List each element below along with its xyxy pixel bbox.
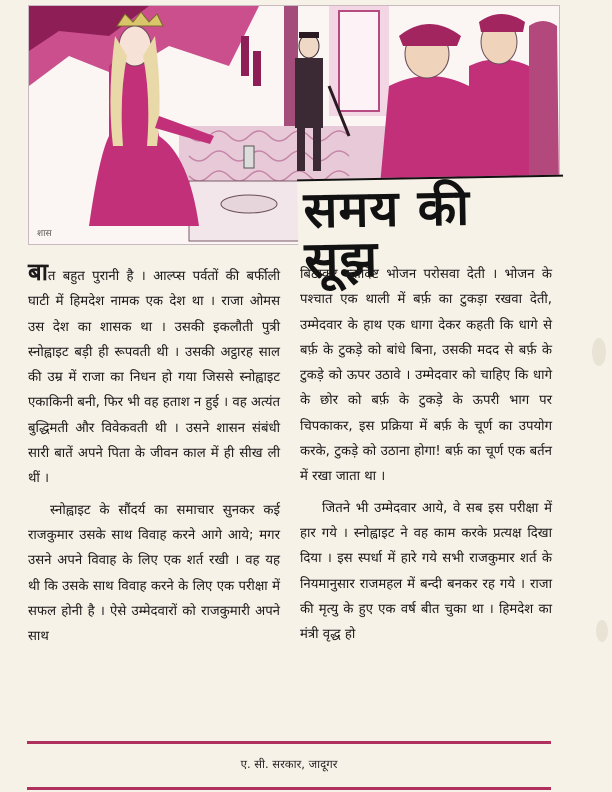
- footer-credit: ए. सी. सरकार, जादूगर: [240, 757, 338, 771]
- paragraph-4: जितने भी उम्मेदवार आये, वे सब इस परीक्षा में हार गये । स्नोह्वाइट ने वह काम करके प्रत्यक्ष दिखा दिया । इस स्पर्धा में हारे गये सभी राजकुमार शर्त के नियमानुसार राजमहल में बन्दी बनकर रह गये । राजा की मृत्यु के हुए एक वर्ष बीत चुका था । हिमदेश का मंत्री वृद्ध हो: [300, 500, 552, 643]
- right-column: [300, 262, 552, 647]
- artist-signature: शास: [37, 229, 52, 239]
- story-title-text: समय की सूझ: [297, 175, 565, 290]
- paragraph-3: बिठाकर स्वादिष्ट भोजन परोसवा देती । भोजन के पश्चात एक थाली में बर्फ़ का टुकड़ा रखवा देती, उम्मेदवार के हाथ एक धागा देकर कहती कि धागे से बर्फ़ के टुकड़े को बांधे बिना, उसकी मदद से बर्फ़ के टुकड़े को ऊपर उठावे । उम्मेदवार को चाहिए कि धागे के छोर को बर्फ़ के टुकड़े के ऊपरी भाग पर चिपकाकर, इस प्रक्रिया में बर्फ़ के चूर्ण का उपयोग करके, टुकड़े को उठाना होगा! बर्फ़ का चूर्ण एक बर्तन में रखा जाता था ।: [300, 267, 552, 485]
- paragraph-1: [28, 258, 280, 492]
- footer-rule-top: [27, 741, 551, 744]
- paragraph-1-text: त बहुत पुरानी है । आल्प्स पर्वतों की बर्फीली घाटी में हिमदेश नामक एक देश था । राजा ओमस उस देश का शासक था । उसकी इकलौती पुत्री स्नोह्वाइट बड़ी ही रूपवती थी । उसकी अट्ठारह साल की उम्र में राजा का निधन हो गया जिससे स्नोह्वाइट एकाकिनी बनी, फिर भी वह हताश न हुई । वह अत्यंत बुद्धिमती और विवेकवती थी । उसने शासन संबंधी सारी बातें अपने पिता के जीवन काल में ही सीख ली थीं ।: [28, 269, 280, 487]
- paragraph-2: स्नोह्वाइट के सौंदर्य का समाचार सुनकर कई राजकुमार उसके साथ विवाह करने आगे आये; मगर उसने अपने विवाह के लिए एक शर्त रखी । वह यह थी कि उसके साथ विवाह करने के लिए एक परीक्षा में सफल होनी है । ऐसे उम्मेदवारों को राजकुमारी अपने साथ: [28, 502, 280, 645]
- paper-spot: [592, 338, 606, 366]
- story-title: [298, 178, 564, 290]
- footer-rule-bottom: [27, 787, 551, 790]
- paper-spot: [596, 620, 608, 642]
- left-column: [28, 258, 280, 649]
- drop-cap: बा: [28, 258, 48, 286]
